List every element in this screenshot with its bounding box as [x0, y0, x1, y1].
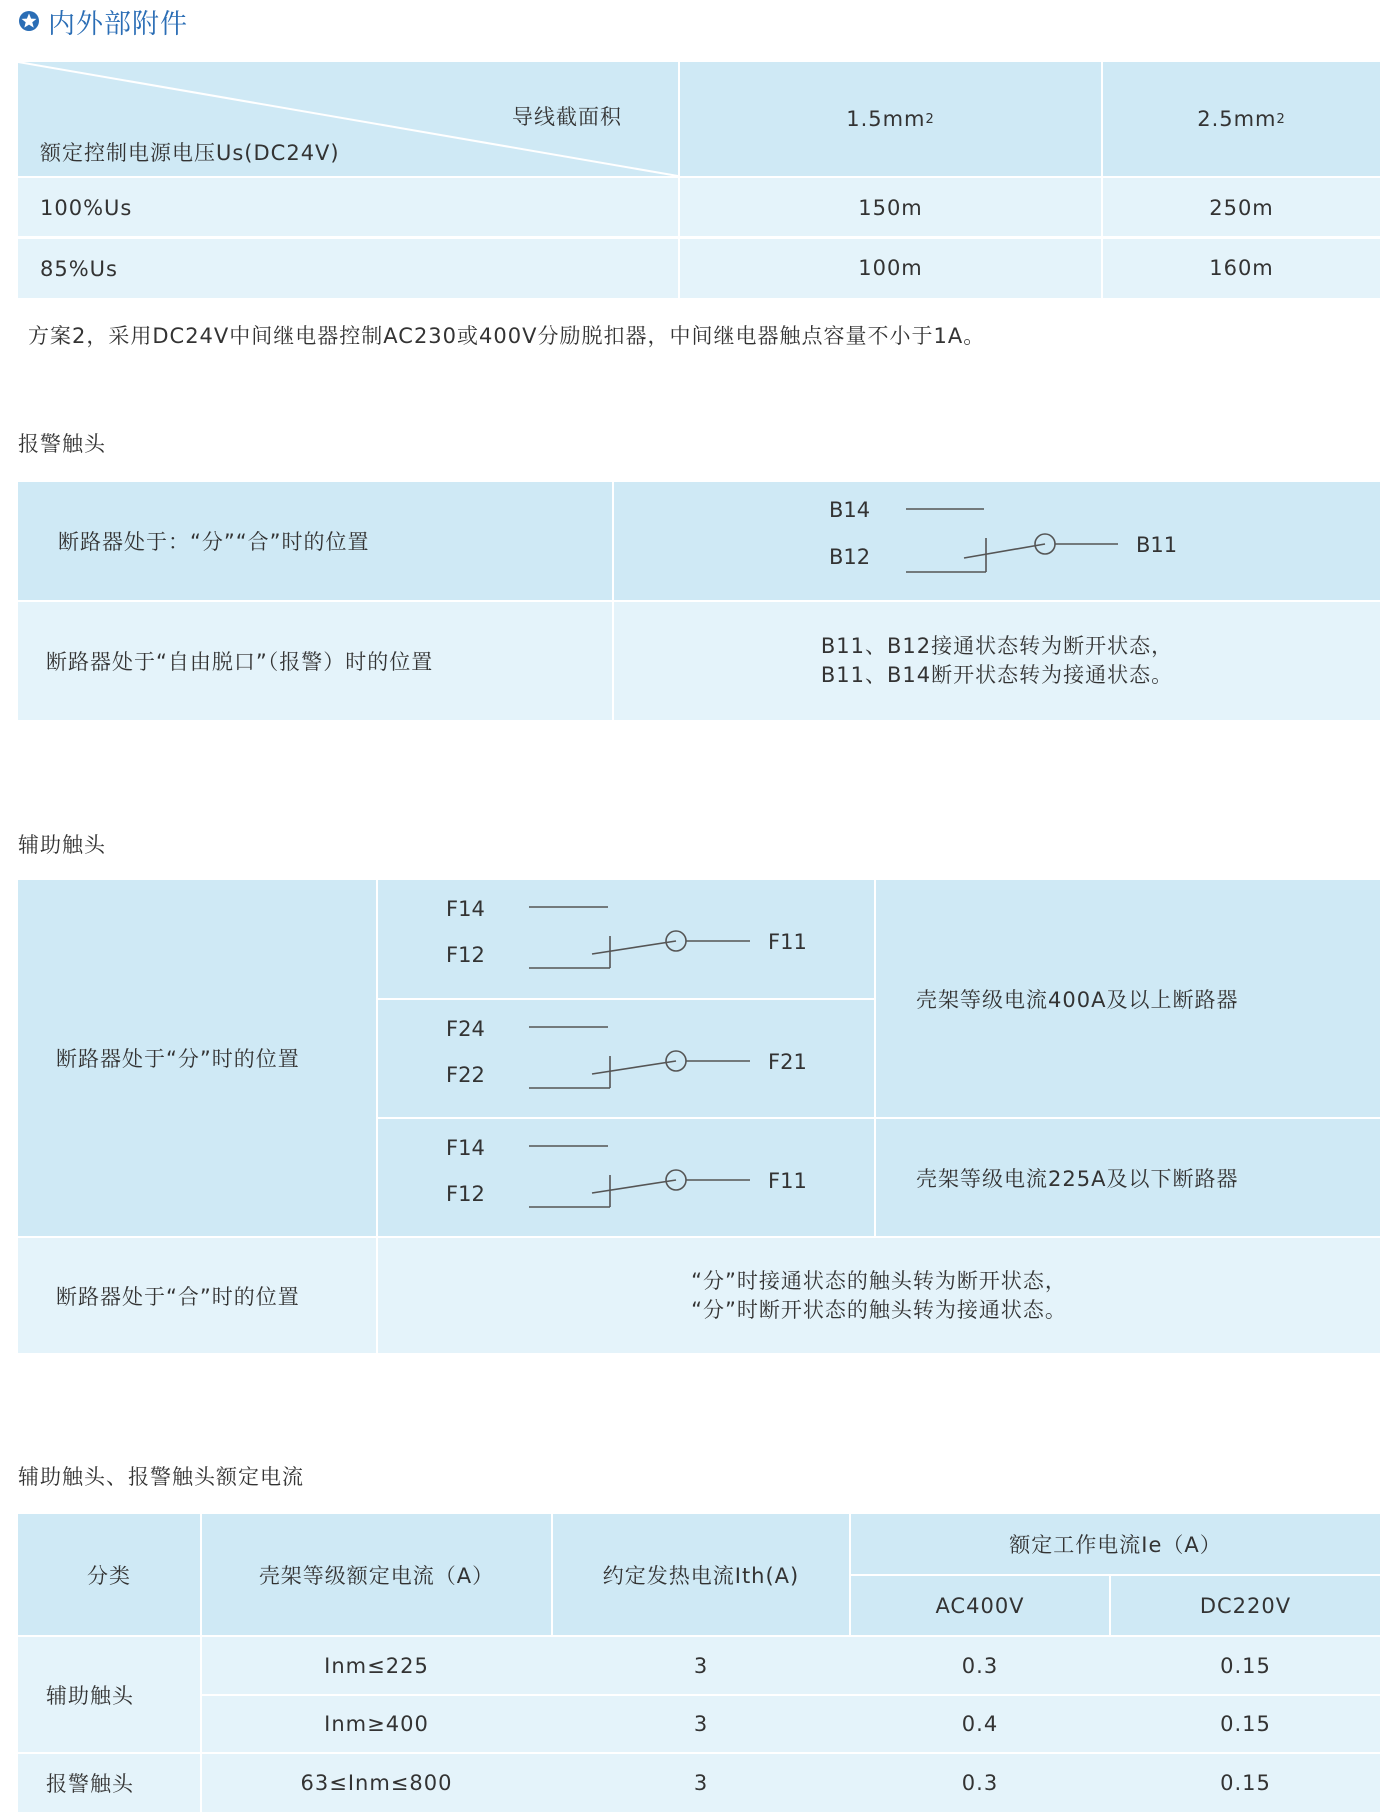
category-alarm: 报警触头: [46, 1772, 134, 1796]
row-85us-2-5: 160m: [1209, 256, 1274, 280]
row-85us-1-5: 100m: [858, 256, 923, 280]
page-title: 内外部附件: [48, 8, 188, 40]
terminal-b14: B14: [829, 498, 871, 522]
header-ac400v: AC400V: [935, 1593, 1025, 1618]
alarm-section-title: 报警触头: [18, 432, 106, 456]
row1-dc: 0.15: [1220, 1653, 1271, 1678]
header-dc220v: DC220V: [1199, 1593, 1292, 1618]
row3-dc: 0.15: [1220, 1771, 1271, 1795]
row-100us-1-5: 150m: [858, 196, 923, 220]
terminal-b12: B12: [829, 545, 871, 569]
header-frame-current: 壳架等级额定电流（A）: [258, 1563, 495, 1588]
terminal-top-label: F24: [446, 1017, 485, 1041]
star-badge-icon: [18, 10, 40, 32]
scheme-note: 方案2，采用DC24V中间继电器控制AC230或400V分励脱扣器，中间继电器触点容量不小于1A。: [28, 324, 986, 348]
row3-ith: 3: [693, 1771, 709, 1795]
row2-dc: 0.15: [1220, 1712, 1271, 1736]
row1-ith: 3: [693, 1653, 709, 1678]
alarm-row2-desc: B11、B12接通状态转为断开状态， B11、B14断开状态转为接通状态。: [820, 634, 1174, 687]
page-header: [18, 4, 188, 38]
terminal-common-label: F11: [768, 930, 807, 954]
terminal-b11: B11: [1136, 533, 1178, 557]
aux-contact-diagram-1: [378, 880, 874, 998]
row3-frame: 63≤Inm≤800: [300, 1771, 453, 1795]
alarm-row2-label: 断路器处于“自由脱口”（报警）时的位置: [46, 650, 434, 674]
terminal-top-label: F14: [446, 897, 485, 921]
terminal-common-label: F11: [768, 1169, 807, 1193]
terminal-top-label: F14: [446, 1136, 485, 1160]
terminal-bottom-label: F12: [446, 943, 485, 967]
contact-blade: [592, 1180, 676, 1193]
header-2-5mm2: 2.5mm 2: [1197, 107, 1286, 131]
aux-contact-diagram-2: [378, 1000, 874, 1117]
row2-frame: Inm≥400: [324, 1712, 429, 1736]
header-ie: 额定工作电流Ie（A）: [1009, 1533, 1222, 1557]
diagonal-header-bottom: 额定控制电源电压Us(DC24V): [40, 141, 340, 165]
terminal-common-label: F21: [768, 1050, 807, 1074]
row1-frame: Inm≤225: [324, 1653, 429, 1678]
aux-row1-label: 断路器处于“分”时的位置: [56, 1047, 300, 1071]
terminal-bottom-label: F12: [446, 1182, 485, 1206]
header-category: 分类: [87, 1563, 131, 1588]
row-100us-2-5: 250m: [1209, 196, 1274, 220]
aux-desc-225a: 壳架等级电流225A及以下断路器: [916, 1166, 1239, 1191]
row-100us-label: 100%Us: [40, 196, 133, 220]
row1-ac: 0.3: [961, 1653, 999, 1678]
alarm-row1-label: 断路器处于：“分”“合”时的位置: [58, 530, 370, 554]
diagonal-header-top: 导线截面积: [512, 105, 622, 129]
aux-row2-desc: “分”时接通状态的触头转为断开状态， “分”时断开状态的触头转为接通状态。: [691, 1268, 1067, 1322]
terminal-bottom-label: F22: [446, 1063, 485, 1087]
header-ith: 约定发热电流Ith(A): [602, 1563, 800, 1588]
category-aux: 辅助触头: [46, 1683, 134, 1708]
contact-blade: [592, 941, 676, 954]
aux-desc-400a: 壳架等级电流400A及以上断路器: [916, 988, 1239, 1012]
row2-ac: 0.4: [961, 1712, 999, 1736]
contact-blade: [592, 1061, 676, 1074]
aux-contact-diagram-3: [378, 1119, 874, 1236]
row-85us-label: 85%Us: [40, 257, 118, 281]
header-1-5mm2: 1.5mm 2: [846, 107, 935, 131]
aux-section-title: 辅助触头: [18, 833, 106, 857]
alarm-contact-diagram: [614, 482, 1380, 600]
row3-ac: 0.3: [961, 1771, 999, 1795]
row2-ith: 3: [693, 1712, 709, 1736]
rated-section-title: 辅助触头、报警触头额定电流: [18, 1465, 304, 1489]
aux-row2-label: 断路器处于“合”时的位置: [56, 1284, 300, 1309]
